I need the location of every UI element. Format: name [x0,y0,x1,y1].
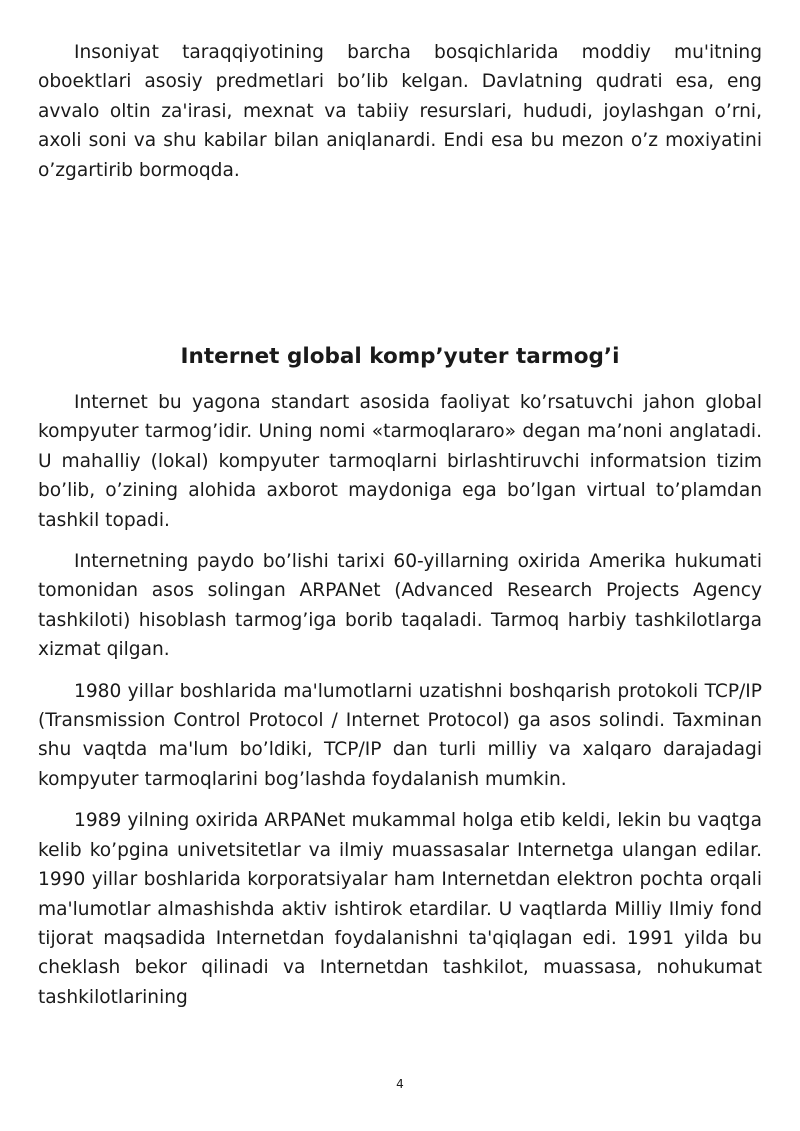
paragraph-arpanet-history: Internetning paydo bo’lishi tarixi 60-yillarning oxirida Amerika hukumati tomonidan asos solingan ARPANet (Advanced Research Projects Agency tashkiloti) hisoblash tarmog’iga borib taqaladi. Tarmoq harbiy tashkilotlarga xizmat qilgan. [38,551,762,661]
section-heading: Internet global komp’yuter tarmog’i [180,344,620,369]
document-page [38,38,762,185]
paragraph-internet-definition: Internet bu yagona standart asosida faoliyat ko’rsatuvchi jahon global kompyuter tarmog’idir. Uning nomi «tarmoqlararo» degan ma’noni anglatadi. U mahalliy (lokal) kompyuter tarmoqlarni birlashtiruvchi informatsion tizim bo’lib, o’zining alohida axborot maydoniga ega bo’lgan virtual to’plamdan tashkil topadi. [38,392,762,531]
intro-paragraph: Insoniyat taraqqiyotining barcha bosqichlarida moddiy mu'itning oboektlari asosiy predmetlari bo’lib kelgan. Davlatning qudrati esa, eng avvalo oltin za'irasi, mexnat va tabiiy resurslari, hududi, joylashgan o’rni, axoli soni va shu kabilar bilan aniqlanardi. Endi esa bu mezon o’z moxiyatini o’zgartirib bormoqda. [38,42,762,181]
paragraph-1989-development: 1989 yilning oxirida ARPANet mukammal holga etib keldi, lekin bu vaqtga kelib ko’pgina univetsitetlar va ilmiy muassasalar Internetga ulangan edilar. 1990 yillar boshlarida korporatsiyalar ham Internetdan elektron pochta orqali ma'lumotlar almashishda aktiv ishtirok etardilar. U vaqtlarda Milliy Ilmiy fond tijorat maqsadida Internetdan foydalanishni ta'qiqlagan edi. 1991 yilda bu cheklash bekor qilinadi va Internetdan tashkilot, muassasa, nohukumat tashkilotlarining [38,810,762,1008]
page-number: 4 [396,1077,404,1091]
paragraph-tcp-ip: 1980 yillar boshlarida ma'lumotlarni uzatishni boshqarish protokoli TCP/IP (Transmission Control Protocol / Internet Protocol) ga asos solindi. Taxminan shu vaqtda ma'lum bo’ldiki, TCP/IP dan turli milliy va xalqaro darajadagi kompyuter tarmoqlarini bog’lashda foydalanish mumkin. [38,680,762,790]
section-body [38,388,762,1024]
